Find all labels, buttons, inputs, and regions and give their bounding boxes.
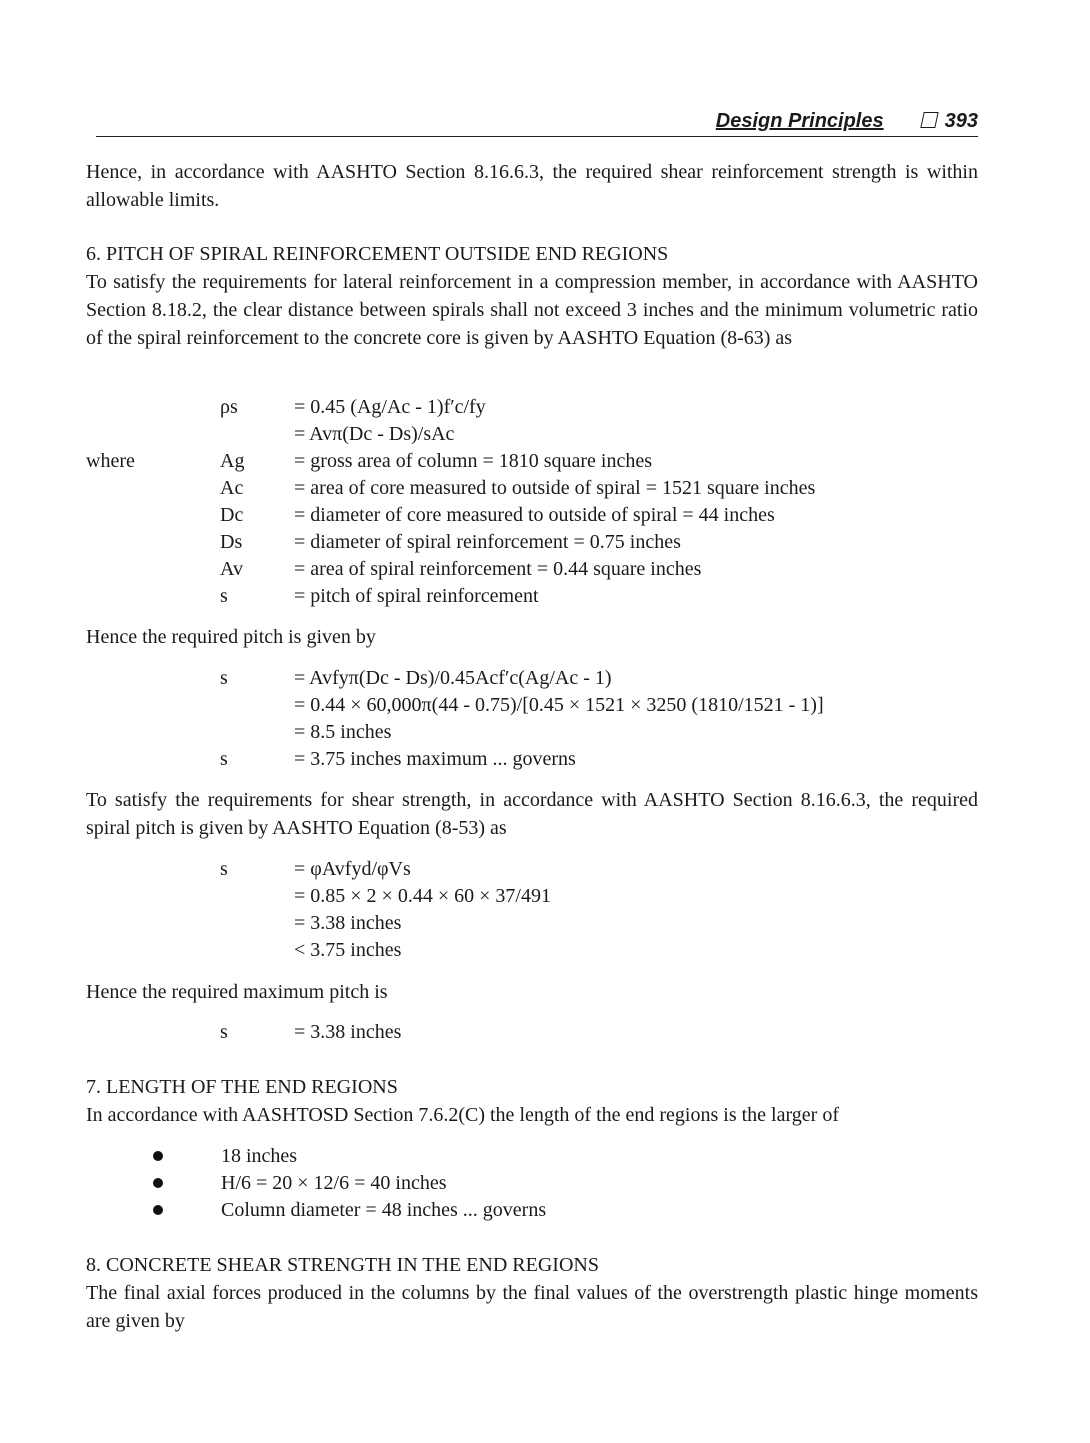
- section-8-paragraph: The final axial forces produced in the columns by the final values of the overstrength plastic hinge moments are given by: [86, 1282, 978, 1332]
- header-text: [716, 110, 978, 133]
- equation-lhs: s: [220, 748, 228, 770]
- equation-rhs: = Avπ(Dc - Ds)/sAc: [294, 423, 455, 445]
- page-number: 393: [944, 110, 978, 132]
- definition-symbol: Ag: [220, 450, 245, 472]
- equation-lhs: s: [220, 1021, 228, 1043]
- equation-rhs: = 0.45 (Ag/Ac - 1)f′c/fy: [294, 396, 486, 418]
- bullet-icon: [153, 1151, 163, 1161]
- equation-rhs: = 8.5 inches: [294, 721, 392, 743]
- definition-symbol: s: [220, 585, 228, 607]
- definition-text: = area of spiral reinforcement = 0.44 square inches: [294, 558, 702, 580]
- equation-lhs: s: [220, 667, 228, 689]
- max-pitch-intro-text: Hence the required maximum pitch is: [86, 981, 388, 1003]
- square-icon: [920, 112, 938, 128]
- equation-lhs: s: [220, 858, 228, 880]
- pitch-intro-text: Hence the required pitch is given by: [86, 626, 376, 648]
- equation-rhs: = 0.85 × 2 × 0.44 × 60 × 37/491: [294, 885, 551, 907]
- equation-rhs: = φAvfyd/φVs: [294, 858, 411, 880]
- shear-paragraph: To satisfy the requirements for shear strength, in accordance with AASHTO Section 8.16.6.3, the required spiral pitch is given by AASHTO Equation (8-53) as: [86, 789, 978, 839]
- definition-text: = diameter of spiral reinforcement = 0.75 inches: [294, 531, 681, 553]
- section-8-heading: 8. CONCRETE SHEAR STRENGTH IN THE END REGIONS: [86, 1254, 599, 1276]
- equation-rhs: = 3.38 inches: [294, 912, 402, 934]
- definition-text: = pitch of spiral reinforcement: [294, 585, 539, 607]
- definition-symbol: Ac: [220, 477, 244, 499]
- section-7-heading: 7. LENGTH OF THE END REGIONS: [86, 1076, 398, 1098]
- definition-symbol: Av: [220, 558, 243, 580]
- section-6-paragraph: To satisfy the requirements for lateral reinforcement in a compression member, in accordance with AASHTO Section 8.18.2, the clear distance between spirals shall not exceed 3 inches and the minimum volumetric ratio of the spiral reinforcement to the concrete core is given by AASHTO Equation (8-63) as: [86, 271, 978, 349]
- list-item-text: Column diameter = 48 inches ... governs: [221, 1199, 547, 1221]
- header-title: Design Principles: [715, 110, 884, 132]
- definition-symbol: Ds: [220, 531, 243, 553]
- equation-rhs: = 3.38 inches: [294, 1021, 402, 1043]
- running-header: [96, 110, 978, 137]
- equation-rhs: = 3.75 inches maximum ... governs: [294, 748, 576, 770]
- intro-paragraph: Hence, in accordance with AASHTO Section 8.16.6.3, the required shear reinforcement strength is within allowable limits.: [86, 161, 978, 211]
- where-label: where: [86, 450, 135, 472]
- list-item-text: 18 inches: [221, 1145, 298, 1167]
- definition-symbol: Dc: [220, 504, 244, 526]
- equation-rhs: = Avfyπ(Dc - Ds)/0.45Acf′c(Ag/Ac - 1): [294, 667, 612, 689]
- definition-text: = gross area of column = 1810 square inches: [294, 450, 653, 472]
- equation-rhs: < 3.75 inches: [294, 939, 402, 961]
- section-6-heading: 6. PITCH OF SPIRAL REINFORCEMENT OUTSIDE END REGIONS: [86, 243, 669, 265]
- list-item-text: H/6 = 20 × 12/6 = 40 inches: [221, 1172, 447, 1194]
- equation-rhs: = 0.44 × 60,000π(44 - 0.75)/[0.45 × 1521 × 3250 (1810/1521 - 1)]: [294, 694, 824, 716]
- definition-text: = area of core measured to outside of spiral = 1521 square inches: [294, 477, 816, 499]
- bullet-icon: [153, 1205, 163, 1215]
- equation-lhs: ρs: [220, 396, 238, 418]
- bullet-icon: [153, 1178, 163, 1188]
- section-7-paragraph: In accordance with AASHTOSD Section 7.6.2(C) the length of the end regions is the larger of: [86, 1104, 839, 1126]
- definition-text: = diameter of core measured to outside of spiral = 44 inches: [294, 504, 775, 526]
